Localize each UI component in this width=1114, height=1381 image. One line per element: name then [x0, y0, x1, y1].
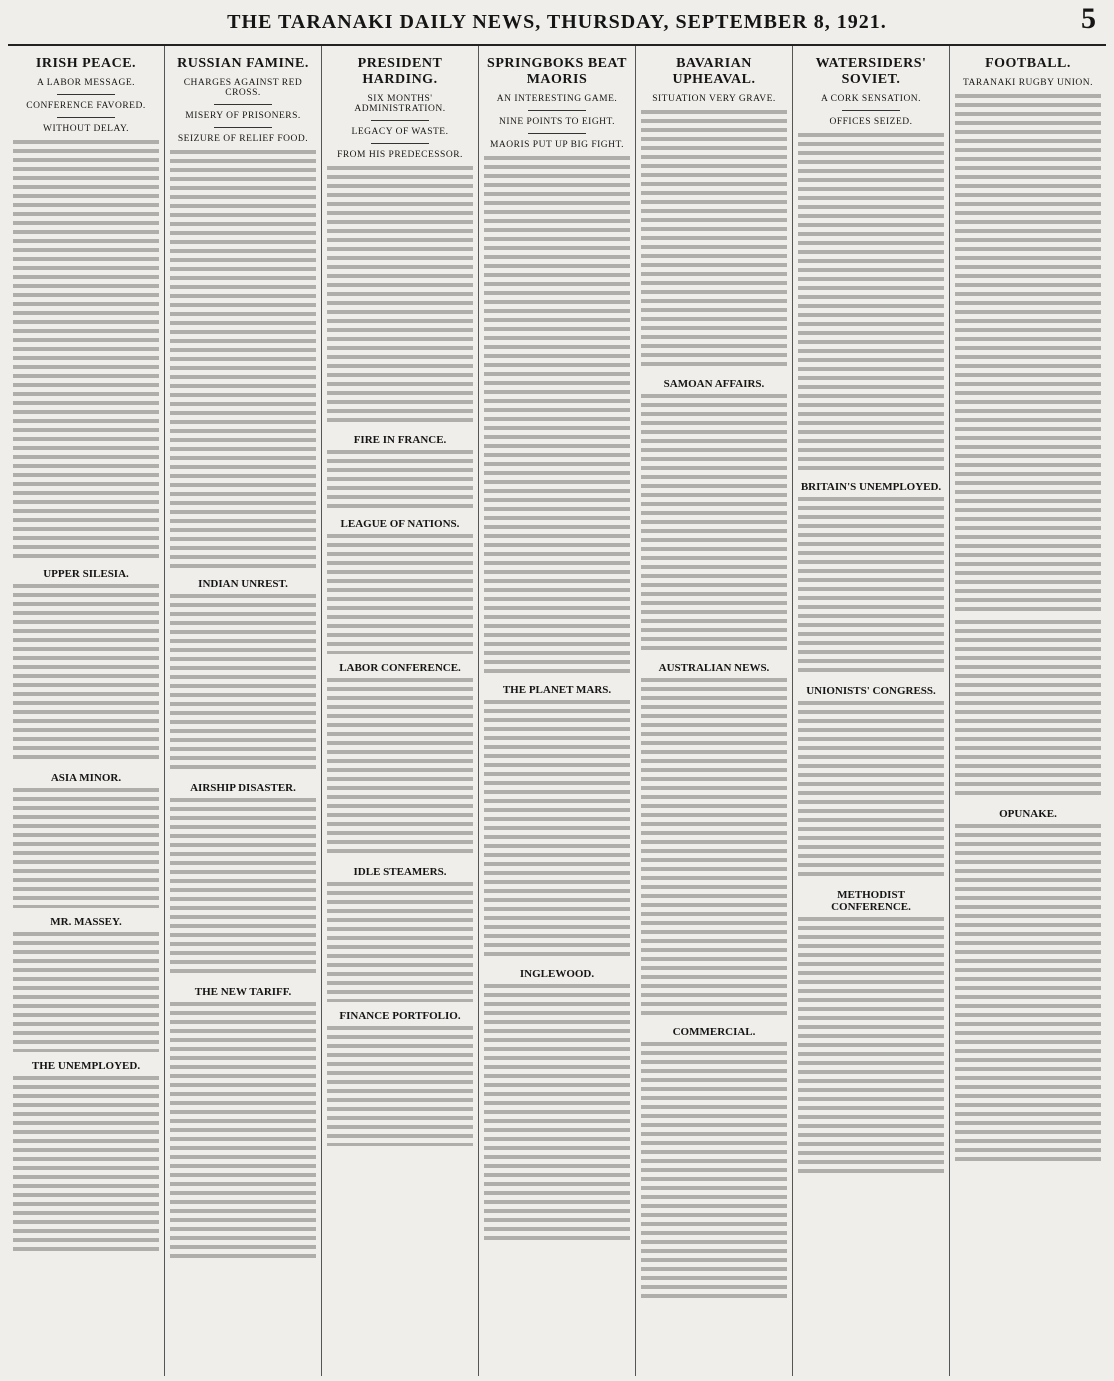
masthead: [8, 0, 1106, 46]
article-text: [13, 932, 159, 1052]
article-text: [327, 882, 473, 1002]
subhead: WITHOUT DELAY.: [43, 124, 129, 134]
divider: [842, 110, 900, 111]
article-text: [955, 620, 1101, 800]
divider: [57, 117, 115, 118]
subhead: AN INTERESTING GAME.: [496, 94, 618, 104]
article-text: [170, 798, 316, 978]
subhead: A LABOR MESSAGE.: [37, 78, 135, 88]
subhead: MAORIS PUT UP BIG FIGHT.: [489, 140, 625, 150]
article-text: [641, 1042, 787, 1302]
article-text: [13, 1076, 159, 1256]
section-heading: LABOR CONFERENCE.: [339, 662, 461, 674]
section-heading: AUSTRALIAN NEWS.: [658, 662, 770, 674]
section-heading: OPUNAKE.: [999, 808, 1057, 820]
article-text: [955, 94, 1101, 614]
section-heading: INDIAN UNREST.: [198, 578, 288, 590]
headline: IRISH PEACE.: [35, 56, 137, 71]
article-text: [641, 678, 787, 1018]
subhead: SIX MONTHS' ADMINISTRATION.: [354, 94, 446, 114]
column-3: [322, 46, 479, 1376]
divider: [371, 120, 429, 121]
column-5: [636, 46, 793, 1376]
subhead: LEGACY OF WASTE.: [351, 127, 449, 137]
article-text: [641, 110, 787, 370]
headline: RUSSIAN FAMINE.: [177, 56, 309, 71]
divider: [214, 127, 272, 128]
section-heading: THE NEW TARIFF.: [194, 986, 292, 998]
subhead: SITUATION VERY GRAVE.: [652, 94, 776, 104]
section-heading: THE UNEMPLOYED.: [31, 1060, 141, 1072]
headline: PRESIDENT HARDING.: [357, 56, 443, 87]
section-heading: METHODIST CONFERENCE.: [831, 889, 911, 913]
article-text: [641, 394, 787, 654]
article-text: [484, 156, 630, 676]
headline: SPRINGBOKS BEAT MAORIS: [487, 56, 627, 87]
section-heading: BRITAIN'S UNEMPLOYED.: [800, 481, 942, 493]
article-text: [484, 984, 630, 1244]
article-text: [484, 700, 630, 960]
article-text: [170, 150, 316, 570]
article-text: [13, 584, 159, 764]
section-heading: LEAGUE OF NATIONS.: [340, 518, 460, 530]
column-6: [793, 46, 950, 1376]
subhead: SEIZURE OF RELIEF FOOD.: [177, 134, 309, 144]
article-text: [13, 140, 159, 560]
headline: BAVARIAN UPHEAVAL.: [672, 56, 756, 87]
subhead: FROM HIS PREDECESSOR.: [337, 150, 463, 160]
article-text: [327, 450, 473, 510]
article-text: [798, 917, 944, 1177]
article-text: [327, 678, 473, 858]
article-text: [13, 788, 159, 908]
subhead: CHARGES AGAINST RED CROSS.: [183, 78, 303, 98]
subhead: A CORK SENSATION.: [820, 94, 922, 104]
article-text: [327, 534, 473, 654]
headline: WATERSIDERS' SOVIET.: [815, 56, 927, 87]
section-heading: INGLEWOOD.: [519, 968, 595, 980]
section-heading: UPPER SILESIA.: [43, 568, 129, 580]
subhead: CONFERENCE FAVORED.: [26, 101, 146, 111]
section-heading: FINANCE PORTFOLIO.: [339, 1010, 461, 1022]
section-heading: COMMERCIAL.: [672, 1026, 756, 1038]
masthead-title: THE TARANAKI DAILY NEWS, THURSDAY, SEPTEMBER 8, 1921.: [227, 10, 887, 33]
column-1: [8, 46, 165, 1376]
section-heading: SAMOAN AFFAIRS.: [663, 378, 765, 390]
headline: FOOTBALL.: [985, 56, 1071, 71]
article-text: [327, 1026, 473, 1146]
section-heading: AIRSHIP DISASTER.: [190, 782, 296, 794]
section-heading: MR. MASSEY.: [50, 916, 122, 928]
subhead: OFFICES SEIZED.: [829, 117, 913, 127]
section-heading: THE PLANET MARS.: [502, 684, 612, 696]
article-text: [798, 133, 944, 473]
article-text: [798, 497, 944, 677]
divider: [528, 133, 586, 134]
section-heading: FIRE IN FRANCE.: [353, 434, 447, 446]
section-heading: ASIA MINOR.: [50, 772, 122, 784]
page-number: 5: [1081, 2, 1096, 35]
subhead: NINE POINTS TO EIGHT.: [498, 117, 616, 127]
article-text: [798, 701, 944, 881]
section-heading: IDLE STEAMERS.: [353, 866, 447, 878]
subhead: TARANAKI RUGBY UNION.: [963, 78, 1093, 88]
article-text: [327, 166, 473, 426]
section-heading: UNIONISTS' CONGRESS.: [806, 685, 936, 697]
divider: [214, 104, 272, 105]
divider: [371, 143, 429, 144]
article-text: [170, 1002, 316, 1262]
columns: [8, 46, 1106, 1376]
column-4: [479, 46, 636, 1376]
column-2: [165, 46, 322, 1376]
divider: [528, 110, 586, 111]
subhead: MISERY OF PRISONERS.: [185, 111, 301, 121]
article-text: [955, 824, 1101, 1164]
divider: [57, 94, 115, 95]
column-7: [950, 46, 1106, 1376]
article-text: [170, 594, 316, 774]
